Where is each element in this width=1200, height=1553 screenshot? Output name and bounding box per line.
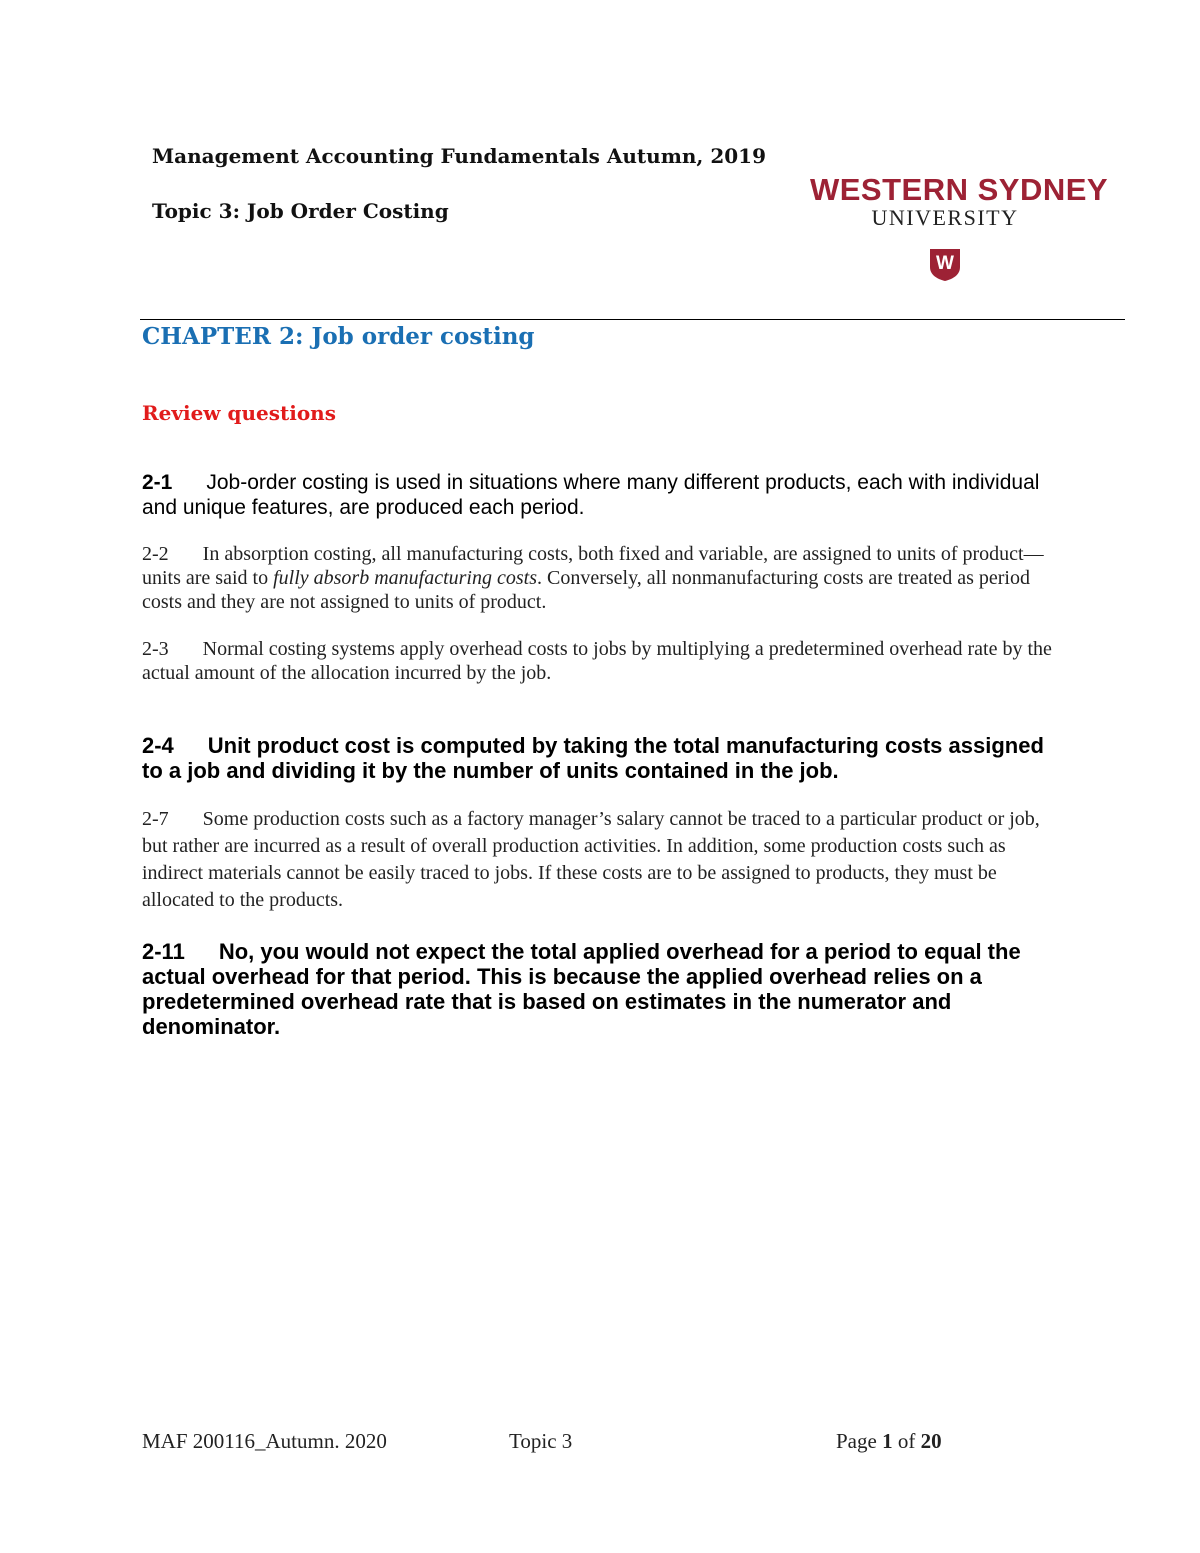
page-label: Page: [836, 1429, 883, 1453]
question-number: 2-1: [142, 471, 173, 494]
question-2-2: [142, 542, 1062, 614]
question-2-11: [142, 939, 1062, 1039]
page-total: 20: [920, 1429, 942, 1453]
question-2-4: [142, 733, 1062, 783]
question-answer: Normal costing systems apply overhead costs to jobs by multiplying a predetermined overhead rate by the actual amount of the allocation incurred by the job.: [142, 638, 1052, 684]
topic-title: Topic 3: Job Order Costing: [152, 199, 449, 223]
review-heading: Review questions: [142, 401, 336, 425]
question-2-7: [142, 806, 1067, 914]
logo-line-2: UNIVERSITY: [871, 205, 1019, 230]
question-number: 2-2: [142, 543, 169, 565]
question-number: 2-3: [142, 638, 169, 660]
footer-page-number: [836, 1429, 942, 1454]
question-number: 2-7: [142, 808, 169, 830]
question-answer-part: In absorption costing, all manufacturing costs, both fixed and variable, are assigned to units of product—units are said to: [142, 543, 1044, 589]
course-title: Management Accounting Fundamentals Autumn, 2019: [152, 144, 767, 168]
question-number: 2-4: [142, 733, 174, 758]
question-answer-part: . Conversely, all nonmanufacturing costs are treated as period costs and they are not assigned to units of product.: [142, 567, 1030, 613]
header-divider: [140, 319, 1125, 320]
chapter-heading: CHAPTER 2: Job order costing: [142, 323, 535, 350]
question-number: 2-11: [142, 939, 185, 964]
question-2-3: [142, 637, 1062, 685]
page-of: of: [892, 1429, 921, 1453]
university-logo: [810, 172, 1109, 284]
question-2-1: [142, 470, 1062, 520]
question-answer: No, you would not expect the total applied overhead for a period to equal the actual overhead for that period. This is because the applied overhead relies on a predetermined overhead rate that is based on estimates in the numerator and denominator.: [142, 939, 1021, 1039]
footer-topic: Topic 3: [509, 1429, 573, 1453]
question-answer: Some production costs such as a factory manager’s salary cannot be traced to a particular product or job, but rather are incurred as a result of overall production activities. In addition, some production costs such as indirect materials cannot be easily traced to jobs. If these costs are to be assigned to products, they must be allocated to the products.: [142, 808, 1040, 911]
footer-course-code: MAF 200116_Autumn. 2020: [142, 1429, 387, 1453]
question-answer: Unit product cost is computed by taking the total manufacturing costs assigned to a job and dividing it by the number of units contained in the job.: [142, 733, 1044, 783]
shield-letter: W: [936, 253, 954, 274]
page-current: 1: [882, 1429, 893, 1453]
question-answer: Job-order costing is used in situations where many different products, each with individual and unique features, are produced each period.: [142, 471, 1040, 519]
logo-line-1: WESTERN SYDNEY: [810, 172, 1109, 207]
university-shield-icon: [929, 248, 961, 282]
emphasis-text: fully absorb manufacturing costs: [273, 567, 537, 589]
